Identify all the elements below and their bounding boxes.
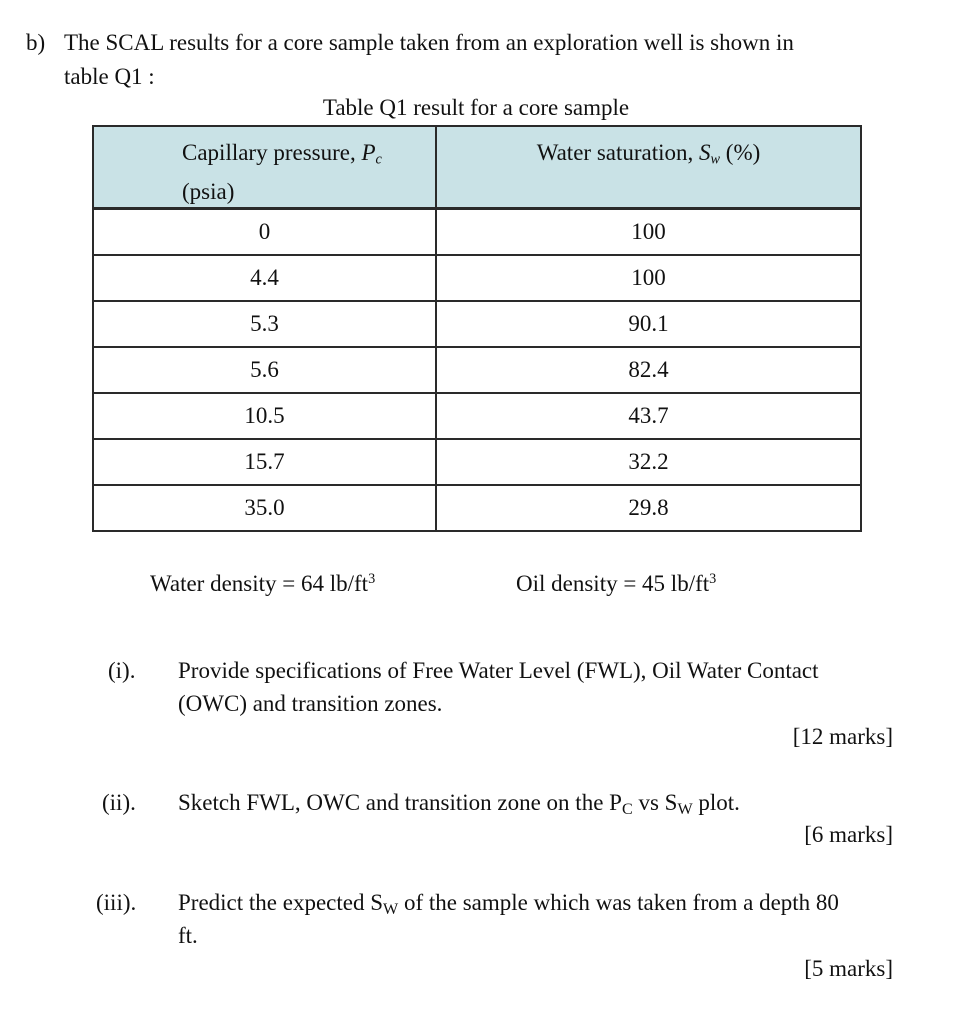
cell-pc: 0 [93,208,436,255]
cell-pc: 10.5 [93,393,436,439]
sw-subscript: W [383,901,399,919]
question-marks: [5 marks] [804,956,893,981]
header-water-saturation-unit: (%) [720,140,761,165]
scal-results-table [92,125,862,532]
question-number: (iii). [96,890,137,915]
question-text-segment: plot. [692,790,740,815]
table-header-row [93,126,861,208]
table-caption: Table Q1 result for a core sample [322,95,630,120]
header-sw-subscript: w [710,151,721,168]
table-row [93,208,861,255]
question-text-line [178,888,839,921]
cell-sw: 82.4 [436,347,861,393]
cell-sw: 43.7 [436,393,861,439]
question-text-segment: Sketch FWL, OWC and transition zone on the P [178,790,622,815]
section-label: b) [26,30,46,55]
cell-sw: 100 [436,208,861,255]
question-text-segment: vs S [632,790,678,815]
question-text-segment: of the sample which was taken from a depth 80 [398,890,839,915]
cell-sw: 90.1 [436,301,861,347]
intro-text-line-2: table Q1 : [64,64,155,89]
header-water-saturation-text: Water saturation, [536,140,700,165]
oil-density-exponent: 3 [709,571,717,588]
header-pc-subscript: c [375,151,382,168]
cell-pc: 5.6 [93,347,436,393]
cell-pc: 5.3 [93,301,436,347]
header-pc-symbol: P [361,140,376,165]
intro-text-line-1: The SCAL results for a core sample taken from an exploration well is shown in [64,30,794,55]
question-text-segment: Predict the expected S [178,890,384,915]
header-capillary-pressure-unit: (psia) [182,178,235,204]
header-water-saturation [436,126,861,208]
oil-density [516,569,716,599]
question-text-line: ft. [178,923,198,948]
water-density-exponent: 3 [368,571,376,588]
sw-subscript: W [677,801,693,819]
question-number: (i). [108,658,136,683]
table-row [93,301,861,347]
cell-pc: 15.7 [93,439,436,485]
cell-pc: 4.4 [93,255,436,301]
water-density [150,569,375,599]
question-text-line [178,788,740,821]
question-text-line: Provide specifications of Free Water Level (FWL), Oil Water Contact [178,658,819,683]
table-row [93,347,861,393]
pc-subscript: C [621,801,633,819]
table-row [93,439,861,485]
cell-sw: 29.8 [436,485,861,531]
cell-sw: 100 [436,255,861,301]
question-marks: [12 marks] [792,724,893,749]
oil-density-text: Oil density = 45 lb/ft [516,571,710,596]
header-capillary-pressure [93,126,436,208]
header-sw-symbol: S [699,140,711,165]
table-row [93,485,861,531]
header-capillary-pressure-text: Capillary pressure, [182,140,362,165]
cell-pc: 35.0 [93,485,436,531]
question-text-line: (OWC) and transition zones. [178,691,443,716]
cell-sw: 32.2 [436,439,861,485]
question-number: (ii). [102,790,136,815]
table-row [93,393,861,439]
table-row [93,255,861,301]
question-marks: [6 marks] [804,822,893,847]
water-density-text: Water density = 64 lb/ft [150,571,369,596]
